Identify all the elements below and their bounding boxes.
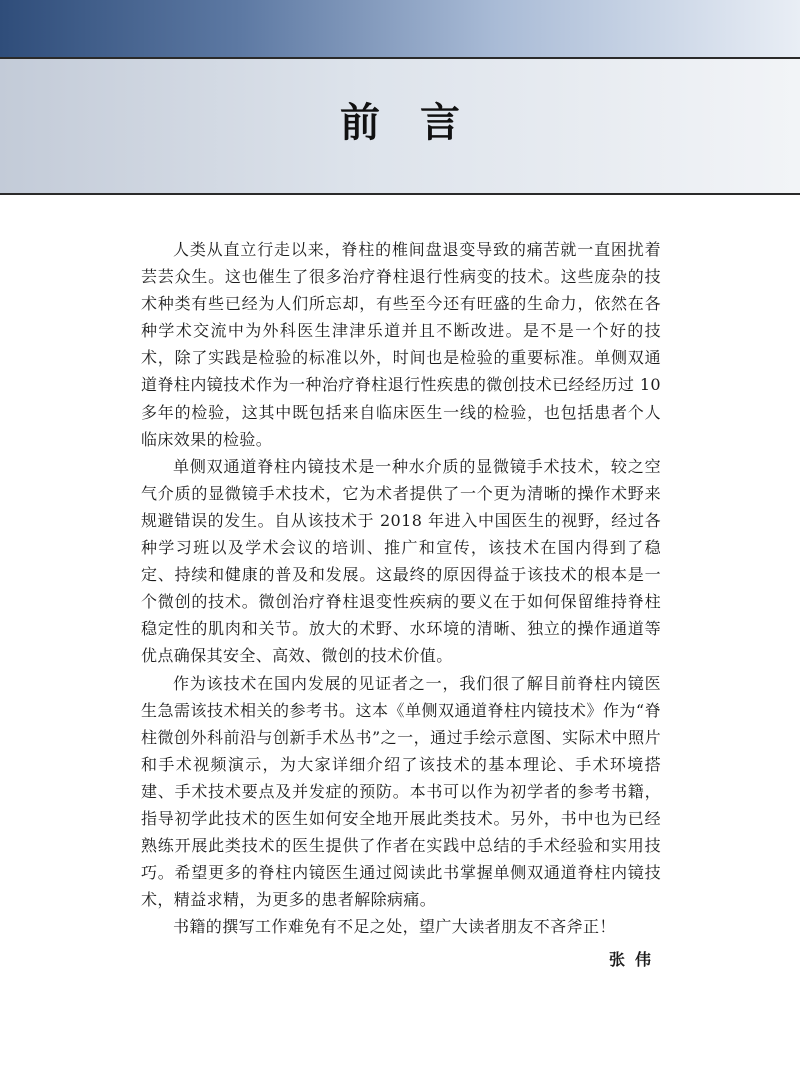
- preface-body: [141, 236, 661, 940]
- preface-paragraph-3: 作为该技术在国内发展的见证者之一，我们很了解目前脊柱内镜医生急需该技术相关的参考书。这本《单侧双通道脊柱内镜技术》作为“脊柱微创外科前沿与创新手术丛书”之一，通过手绘示意图、实际术中照片和手术视频演示，为大家详细介绍了该技术的基本理论、手术环境搭建、手术技术要点及并发症的预防。本书可以作为初学者的参考书籍，指导初学此技术的医生如何安全地开展此类技术。另外，书中也为已经熟练开展此类技术的医生提供了作者在实践中总结的手术经验和实用技巧。希望更多的脊柱内镜医生通过阅读此书掌握单侧双通道脊柱内镜技术，精益求精，为更多的患者解除病痛。: [141, 673, 661, 910]
- author-signature: 张伟: [608, 950, 661, 969]
- header-color-band: [0, 0, 800, 57]
- preface-paragraph-1: 人类从直立行走以来，脊柱的椎间盘退变导致的痛苦就一直困扰着芸芸众生。这也催生了很多治疗脊柱退行性病变的技术。这些庞杂的技术种类有些已经为人们所忘却，有些至今还有旺盛的生命力，依然在各种学术交流中为外科医生津津乐道并且不断改进。是不是一个好的技术，除了实践是检验的标准以外，时间也是检验的重要标准。单侧双通道脊柱内镜技术作为一种治疗脊柱退行性疾患的微创技术已经经历过 10 多年的检验，这其中既包括来自临床医生一线的检验，也包括患者个人临床效果的检验。: [141, 240, 661, 449]
- preface-paragraph-4: 书籍的撰写工作难免有不足之处，望广大读者朋友不吝斧正！: [173, 917, 616, 937]
- preface-paragraph-2: 单侧双通道脊柱内镜技术是一种水介质的显微镜手术技术，较之空气介质的显微镜手术技术，它为术者提供了一个更为清晰的操作术野来规避错误的发生。自从该技术于 2018 年进入中国医生的视野，经过各种学习班以及学术会议的培训、推广和宣传，该技术在国内得到了稳定、持续和健康的普及和发展。这最终的原因得益于该技术的根本是一个微创的技术。微创治疗脊柱退变性疾病的要义在于如何保留维持脊柱稳定性的肌肉和关节。放大的术野、水环境的清晰、独立的操作通道等优点确保其安全、高效、微创的技术价值。: [141, 456, 661, 666]
- header-divider-bottom: [0, 193, 800, 195]
- page-title: 前言: [340, 99, 500, 146]
